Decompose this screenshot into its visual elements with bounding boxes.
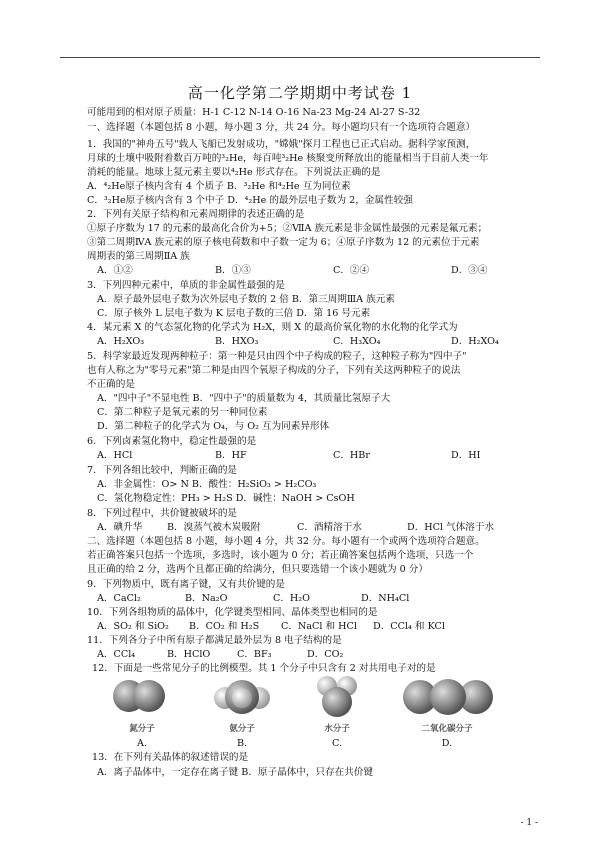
- option-d: D．CO₂: [307, 649, 344, 660]
- q4-text: 4．某元素 X 的气态氢化物的化学式为 H₂X，则 X 的最高价氧化物的水化物的化学式为: [87, 322, 458, 333]
- page-number: - 1 -: [520, 818, 538, 828]
- model-caption: 氨分子: [229, 724, 255, 734]
- q10-text: 10．下列各组物质的晶体中，化学键类型相同、晶体类型也相同的是: [87, 607, 378, 618]
- model-letter: A.: [137, 738, 147, 749]
- q6-options: [97, 450, 569, 461]
- model-ammonia: [197, 676, 287, 754]
- q3-options: A．原子最外层电子数为次外层电子数的 2 倍 B．第三周期ⅢA 族元素: [97, 294, 395, 305]
- option-c: C．H₂O: [273, 593, 311, 604]
- option-d: D．HCl 气体溶于水: [407, 522, 495, 533]
- option-c: C．BF₃: [237, 649, 272, 660]
- option-d: D．CCl₄ 和 KCl: [373, 621, 445, 632]
- option-a: A．CaCl₂: [97, 593, 141, 604]
- q6-text: 6．下列卤素氢化物中，稳定性最强的是: [87, 436, 257, 447]
- q5-text: 5．科学家最近发现两种粒子：第一种是只由四个中子构成的粒子，这种粒子称为"四中子": [87, 351, 467, 362]
- model-caption: 氮分子: [129, 724, 155, 734]
- q1-options: A．⁴₂He原子核内含有 4 个质子 B．³₂He 和⁴₂He 互为同位素: [87, 181, 351, 192]
- q5-options: D．第二种粒子的化学式为 O₄，与 O₂ 互为同素异形体: [97, 421, 330, 432]
- ammonia-molecule-image: [197, 676, 287, 722]
- option-a: A．H₂XO₃: [97, 336, 145, 347]
- q9-options: [97, 593, 479, 604]
- q5-options: A．"四中子"不显电性 B．"四中子"的质量数为 4，其质量比氢原子大: [97, 393, 391, 404]
- option-b: B．溴蒸气被木炭吸附: [167, 522, 261, 533]
- q13-text: 13．在下列有关晶体的叙述错误的是: [92, 752, 249, 763]
- q1-text: 1．我国的"神舟五号"载人飞船已发射成功，"嫦娥"探月工程也已正式启动。据科学家预测，: [87, 139, 476, 150]
- option-b: B．①③: [215, 265, 251, 276]
- option-c: C．NaCl 和 HCl: [281, 621, 357, 632]
- q1-text: 月球的土壤中吸附着数百万吨的³₂He，每百吨³₂He 核聚变所释放出的能量相当于目前人类一年: [87, 153, 489, 164]
- model-letter: D.: [441, 738, 453, 749]
- q1-text: 消耗的能量。地球上氦元素主要以⁴₂He 形式存在。下列说法正确的是: [87, 167, 381, 178]
- model-letter: C.: [331, 738, 343, 749]
- option-c: C．酒精溶于水: [297, 522, 362, 533]
- model-carbon-dioxide: [392, 676, 482, 754]
- option-b: B．HXO₃: [215, 336, 259, 347]
- q12-text: 12．下面是一些常见分子的比例模型。其 1 个分子中只含有 2 对共用电子对的是: [92, 663, 436, 674]
- option-c: C．H₃XO₄: [333, 336, 381, 347]
- q2-text: 周期表的第三周期ⅡA 族: [87, 251, 190, 262]
- q3-options: C．原子核外 L 层电子数为 K 层电子数的三倍 D．第 16 号元素: [97, 308, 371, 319]
- section-2-heading: 且正确的给 2 分，选两个且都正确的给满分，但只要选错一个该小题就为 0 分）: [87, 564, 428, 575]
- section-1-heading: 一、选择题（本题包括 8 小题，每小题 3 分，共 24 分。每小题均只有一个选项符合题意）: [87, 122, 476, 133]
- model-letter: B.: [236, 738, 248, 749]
- option-d: D．HI: [451, 450, 481, 461]
- q13-options: A．离子晶体中，一定存在离子键 B．原子晶体中，只存在共价键: [97, 767, 374, 778]
- q5-text: 也有人称之为"零号元素"第二种是由四个氧原子构成的分子，下列有关这两种粒子的说法: [87, 365, 461, 376]
- q7-options: A．非金属性：O> N B．酸性：H₂SiO₃ > H₂CO₃: [97, 479, 317, 490]
- nitrogen-molecule-image: [97, 676, 187, 722]
- atomic-mass-line: 可能用到的相对原子质量：H-1 C-12 N-14 O-16 Na-23 Mg-24 Al-27 S-32: [87, 107, 421, 118]
- header-rule: [60, 57, 540, 58]
- q11-options: [97, 649, 425, 660]
- q2-options: [97, 265, 569, 276]
- section-2-heading: 若正确答案只包括一个选项，多选时，该小题为 0 分；若正确答案包括两个选项，只选一个: [87, 550, 474, 561]
- carbon-dioxide-molecule-image: [392, 676, 502, 722]
- option-c: C．HBr: [333, 450, 370, 461]
- q7-options: C．氢化物稳定性：PH₃ > H₂S D．碱性：NaOH > CsOH: [97, 493, 355, 504]
- q2-text: ③第二周期ⅣA 族元素的原子核电荷数和中子数一定为 6；④原子序数为 12 的元素位于元素: [87, 237, 480, 248]
- q3-text: 3．下列四种元素中，单质的非金属性最强的是: [87, 280, 285, 291]
- option-b: B．HF: [215, 450, 247, 461]
- option-d: D．H₂XO₄: [451, 336, 499, 347]
- option-a: A．CCl₄: [97, 649, 136, 660]
- q5-options: C．第二种粒子是氧元素的另一种同位素: [97, 407, 268, 418]
- q1-options: C．³₂He原子核内含有 3 个中子 D．⁴₂He 的最外层电子数为 2，金属性较强: [87, 195, 413, 206]
- exam-title: 高一化学第二学期期中考试卷 1: [187, 84, 413, 102]
- q5-text: 不正确的是: [87, 379, 135, 390]
- model-caption: 水分子: [324, 724, 350, 734]
- model-water: [292, 676, 382, 754]
- model-caption: 二氧化碳分子: [421, 724, 473, 734]
- option-b: B．HClO: [167, 649, 211, 660]
- q9-text: 9．下列物质中，既有离子键，又有共价键的是: [87, 579, 285, 590]
- q8-options: [97, 522, 525, 533]
- q11-text: 11．下列各分子中所有原子都满足最外层为 8 电子结构的是: [87, 635, 342, 646]
- q10-options: [97, 621, 491, 632]
- option-c: C．②④: [333, 265, 370, 276]
- q2-text: 2．下列有关原子结构和元素周期律的表述正确的是: [87, 209, 305, 220]
- option-b: B．Na₂O: [185, 593, 228, 604]
- water-molecule-image: [292, 676, 382, 722]
- q4-options: [97, 336, 569, 347]
- option-b: B．CO₂ 和 H₂S: [189, 621, 260, 632]
- option-a: A．碘升华: [97, 522, 143, 533]
- q7-text: 7．下列各组比较中，判断正确的是: [87, 465, 238, 476]
- model-nitrogen: [97, 676, 187, 754]
- q2-text: ①原子序数为 17 的元素的最高化合价为+5；②ⅦA 族元素是非金属性最强的元素是氟元素；: [87, 223, 488, 234]
- option-a: A．①②: [97, 265, 133, 276]
- molecule-models: [87, 676, 527, 756]
- option-a: A．SO₂ 和 SiO₂: [97, 621, 169, 632]
- section-2-heading: 二、选择题（本题包括 8 小题，每小题 4 分，共 32 分。每小题有一个或两个选项符合题意。: [87, 536, 485, 547]
- option-a: A．HCl: [97, 450, 133, 461]
- option-d: D．NH₄Cl: [361, 593, 410, 604]
- option-d: D．③④: [451, 265, 488, 276]
- q8-text: 8．下列过程中，共价键被破坏的是: [87, 508, 238, 519]
